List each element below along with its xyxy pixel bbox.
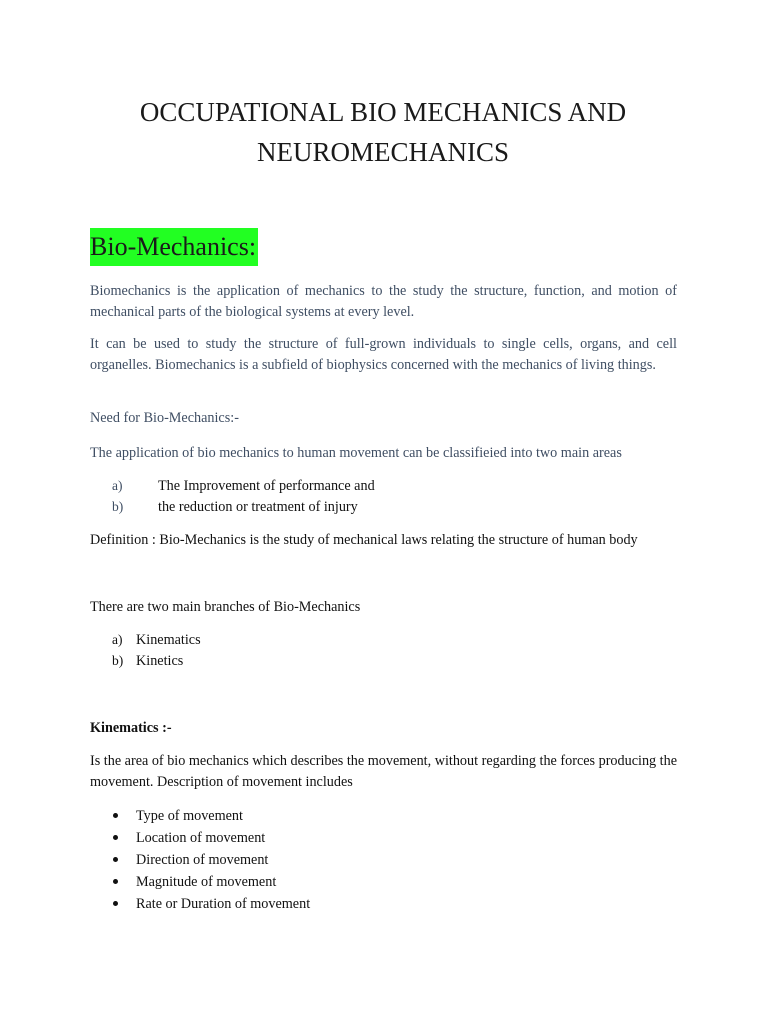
bullet-icon [113,857,118,862]
need-for-biomechanics: Need for Bio-Mechanics:- [90,410,239,426]
list-item: Magnitude of movement [136,874,277,890]
list-item: The Improvement of performance and [158,478,375,494]
definition-text: Definition : Bio-Mechanics is the study of mechanical laws relating the structure of human body [90,532,638,548]
list-item: Type of movement [136,808,243,824]
title-line-2: NEUROMECHANICS [256,137,510,167]
bullet-icon [113,835,118,840]
document-title [90,92,676,172]
list-marker: b) [112,499,124,514]
list-marker: a) [112,632,123,647]
kinematics-description: Is the area of bio mechanics which describes the movement, without regarding the forces producing the movement. Description of movement includes [90,753,678,790]
list-item: the reduction or treatment of injury [158,499,358,515]
bullet-icon [113,879,118,884]
bullet-icon [113,813,118,818]
list-item: Direction of movement [136,852,269,868]
title-line-1: OCCUPATIONAL BIO MECHANICS AND [139,97,627,127]
paragraph-biomechanics-scope: It can be used to study the structure of full-grown individuals to single cells, organs, and cell organelles. Biomechanics is a subfield of biophysics concerned with the mechanics of living things. [90,336,677,373]
list-item: Location of movement [136,830,266,846]
list-item: Kinematics [136,632,201,648]
list-item: Kinetics [136,653,184,669]
bio-mechanics-heading: Bio-Mechanics: [90,228,258,266]
bullet-icon [113,901,118,906]
list-marker: a) [112,478,123,493]
branches-intro: There are two main branches of Bio-Mechanics [90,599,361,615]
application-text: The application of bio mechanics to human movement can be classifieied into two main areas [90,445,622,461]
list-item: Rate or Duration of movement [136,896,311,912]
list-marker: b) [112,653,124,668]
paragraph-biomechanics-definition: Biomechanics is the application of mechanics to the study the structure, function, and motion of mechanical parts of the biological systems at every level. [90,283,677,320]
kinematics-heading: Kinematics :- [90,720,172,736]
